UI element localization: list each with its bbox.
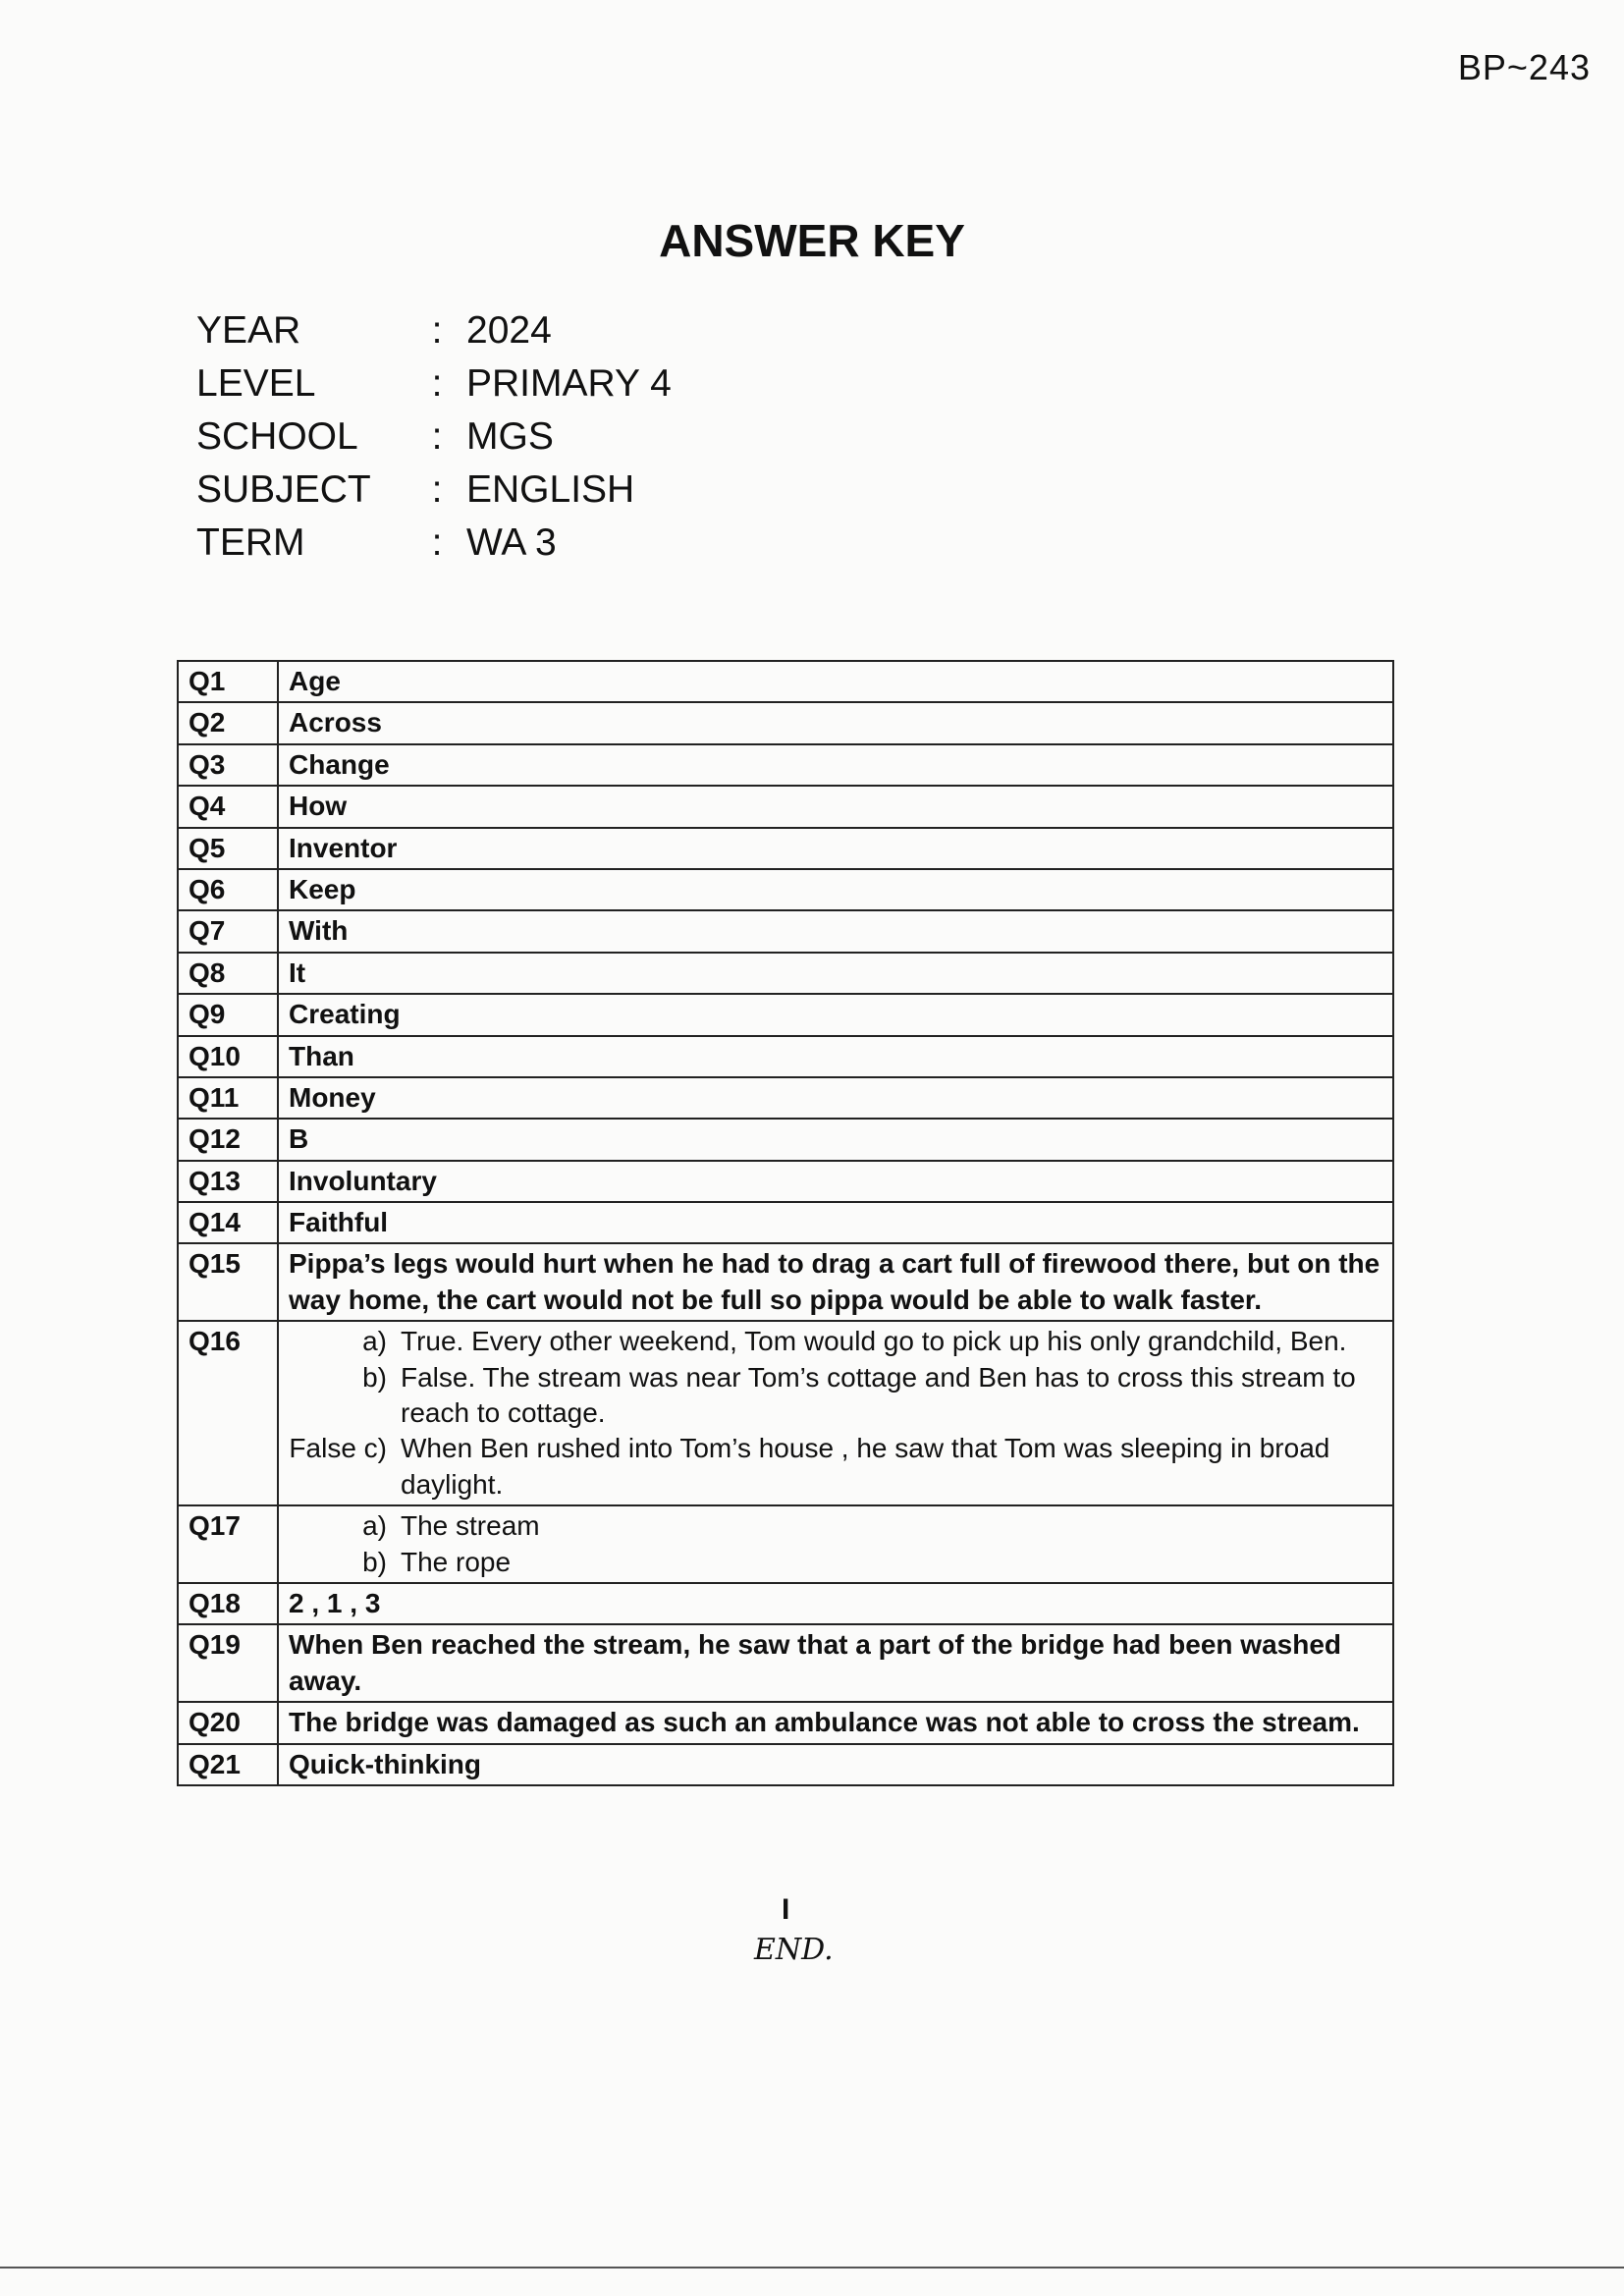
subpart-letter: b) [362,1361,387,1393]
subpart-c [289,1431,1382,1503]
table-row [178,1505,1393,1583]
table-row [178,1583,1393,1624]
subpart-b [289,1360,1382,1432]
answer-subparts [278,1321,1393,1505]
answer-text: Change [278,744,1393,786]
subpart-letter: b) [362,1546,387,1577]
answer-text: Money [278,1077,1393,1119]
question-number: Q15 [178,1243,278,1321]
answer-text: Creating [278,994,1393,1035]
table-row [178,1744,1393,1785]
question-number: Q12 [178,1119,278,1160]
question-number: Q18 [178,1583,278,1624]
table-row [178,1702,1393,1743]
subpart-a [289,1324,1382,1359]
table-row [178,953,1393,994]
question-number: Q3 [178,744,278,786]
info-value: 2024 [466,309,552,352]
subpart-text: When Ben rushed into Tom’s house , he saw that Tom was sleeping in broad daylight. [401,1433,1330,1500]
document-code: BP~243 [1457,47,1591,87]
info-colon: : [431,415,443,458]
answer-text: Quick-thinking [278,1744,1393,1785]
table-row [178,1243,1393,1321]
question-number: Q20 [178,1702,278,1743]
table-row [178,744,1393,786]
info-label: SCHOOL [196,415,358,458]
subpart-text: True. Every other weekend, Tom would go to pick up his only grandchild, Ben. [401,1326,1347,1357]
info-value: WA 3 [466,521,557,564]
info-colon: : [431,362,443,405]
question-number: Q11 [178,1077,278,1119]
table-row [178,1321,1393,1505]
answer-text: Pippa’s legs would hurt when he had to drag a cart full of firewood there, but on the way home, the cart would not be full so pippa would be able to walk faster. [278,1243,1393,1321]
subpart-text: The rope [401,1546,512,1577]
table-row [178,1077,1393,1119]
subpart-letter: a) [362,1326,387,1357]
answer-text: Inventor [278,828,1393,869]
question-number: Q19 [178,1624,278,1702]
subpart-a [289,1508,1382,1544]
info-colon: : [431,468,443,511]
answer-text: Involuntary [278,1161,1393,1202]
answer-subparts [278,1505,1393,1583]
question-number: Q17 [178,1505,278,1583]
table-row [178,1202,1393,1243]
handwritten-end: END. [754,1933,834,1967]
table-row [178,702,1393,743]
question-number: Q13 [178,1161,278,1202]
answer-table [177,660,1394,1786]
info-label: YEAR [196,309,301,352]
answer-text: With [278,910,1393,952]
subpart-text: The stream [401,1510,540,1542]
answer-text: Age [278,661,1393,702]
answer-text: Faithful [278,1202,1393,1243]
info-colon: : [431,521,443,564]
question-number: Q16 [178,1321,278,1505]
question-number: Q5 [178,828,278,869]
info-row-term [196,517,761,570]
page-title: ANSWER KEY [659,215,965,266]
page-bottom-rule [0,2267,1624,2269]
info-label: LEVEL [196,362,316,405]
question-number: Q10 [178,1036,278,1077]
info-row-school [196,410,761,464]
info-label: TERM [196,521,305,564]
table-row [178,786,1393,827]
question-number: Q1 [178,661,278,702]
question-number: Q14 [178,1202,278,1243]
question-number: Q21 [178,1744,278,1785]
table-row [178,910,1393,952]
subpart-letter: False c) [289,1433,387,1464]
subpart-letter: a) [362,1510,387,1542]
answer-text: When Ben reached the stream, he saw that a part of the bridge had been washed away. [278,1624,1393,1702]
answer-text: The bridge was damaged as such an ambulance was not able to cross the stream. [278,1702,1393,1743]
answer-text: 2 , 1 , 3 [278,1583,1393,1624]
answer-text: Across [278,702,1393,743]
table-row [178,661,1393,702]
table-row [178,1036,1393,1077]
info-value: PRIMARY 4 [466,362,672,405]
question-number: Q2 [178,702,278,743]
answer-text: Keep [278,869,1393,910]
info-value: ENGLISH [466,468,635,511]
answer-text: It [278,953,1393,994]
question-number: Q6 [178,869,278,910]
info-row-subject [196,464,761,517]
answer-text: Than [278,1036,1393,1077]
table-row [178,869,1393,910]
answer-text: How [278,786,1393,827]
question-number: Q7 [178,910,278,952]
subpart-text: False. The stream was near Tom’s cottage and Ben has to cross this stream to reach to cottage. [401,1361,1356,1429]
info-row-year [196,304,761,357]
question-number: Q4 [178,786,278,827]
handwritten-tick: I [782,1893,790,1926]
answer-text: B [278,1119,1393,1160]
question-number: Q9 [178,994,278,1035]
table-row [178,994,1393,1035]
info-value: MGS [466,415,554,458]
info-row-level [196,357,761,410]
table-row [178,1161,1393,1202]
info-block [196,304,761,570]
question-number: Q8 [178,953,278,994]
info-colon: : [431,309,443,352]
table-row [178,1119,1393,1160]
table-row [178,1624,1393,1702]
info-label: SUBJECT [196,468,371,511]
subpart-b [289,1545,1382,1580]
table-row [178,828,1393,869]
